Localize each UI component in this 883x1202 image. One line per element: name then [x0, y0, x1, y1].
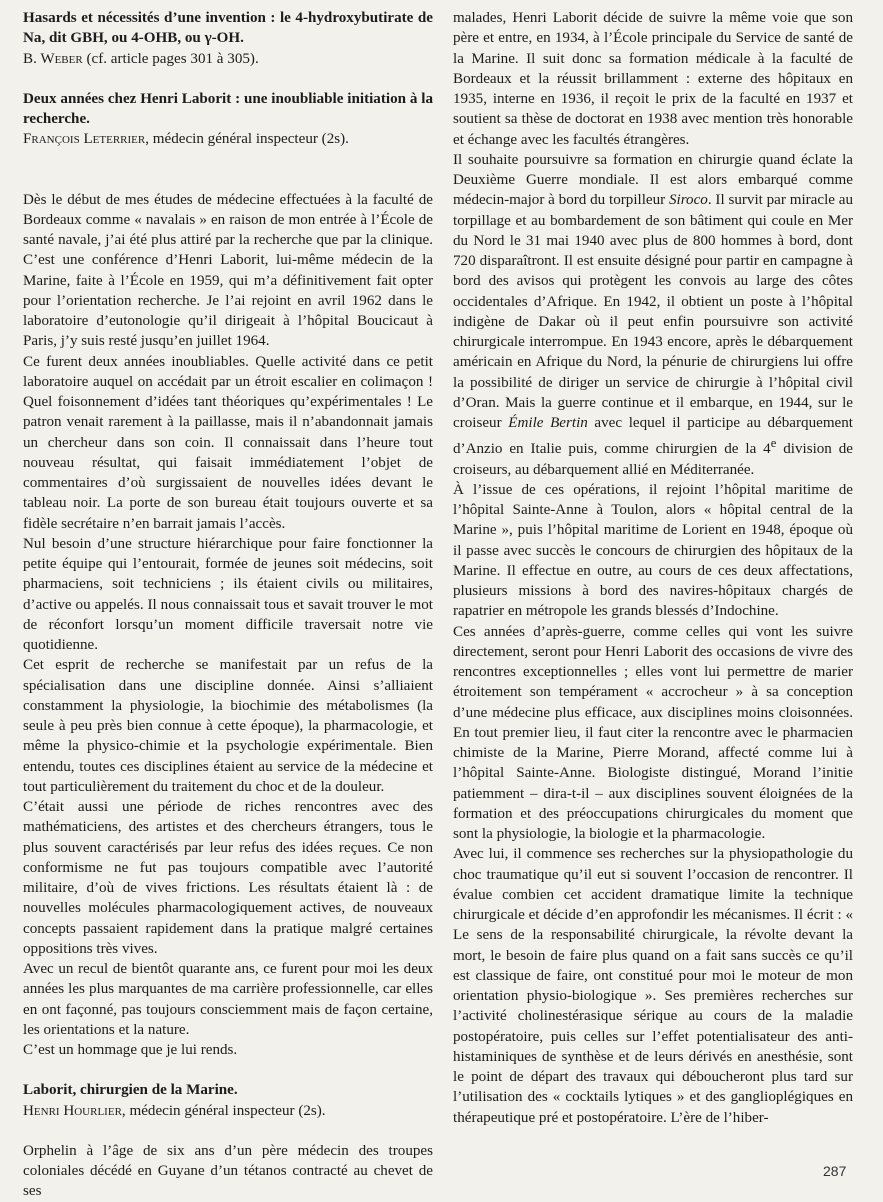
right-paragraph-2-part-d: division de croiseurs, au débarquement allié en Méditerranée. [453, 441, 854, 478]
spacer [23, 1060, 433, 1080]
article3-author [23, 1101, 433, 1121]
right-paragraph-2-part-a: Il souhaite poursuivre sa formation en chirurgie quand éclate la Deuxième Guerre mondiale. Il est alors embarqué comme médecin-major à bord du torpilleur [453, 151, 853, 209]
page-number: 287 [823, 1163, 847, 1179]
article2-paragraph-4: Cet esprit de recherche se manifestait par un refus de la spécialisation dans une discipline donnée. Ainsi s’alliaient constamment la physiologie, la biochimie des métabolismes (la seule à peu près bien connue à cette époque), la pharmacologie, et même la physico-chimie et la psychologie expérimentale. Bien entendu, toutes ces disciplines étaient au service de la médecine et tout particulièrement du traitement du choc et de la douleur. [23, 657, 433, 795]
ordinal-superscript: e [770, 436, 777, 451]
ship-name-emile-bertin: Émile Bertin [508, 415, 588, 431]
article2-paragraph-1: Dès le début de mes études de médecine effectuées à la faculté de Bordeaux comme « navalais » en raison de mon entrée à l’École de santé navale, j’ai été plus attiré par la recherche que par la clinique. C’est une conférence d’Henri Laborit, lui-même médecin de la Marine, faite à l’École en 1959, qui m’a définitivement fait opter pour l’orientation recherche. Je l’ai rejoint en avril 1962 dans le laboratoire d’eutonologie qu’il dirigeait à l’hôpital Boucicaut à Paris, j’y suis resté jusqu’en juillet 1964. [23, 191, 433, 350]
article3-paragraph-1: Orphelin à l’âge de six ans d’un père médecin des troupes coloniales décédé en Guyane d’un tétanos contracté au chevet de ses [23, 1142, 433, 1200]
article2-author-name: François Leterrier [23, 131, 146, 148]
right-paragraph-2 [453, 150, 853, 480]
article2-paragraph-6: Avec un recul de bientôt quarante ans, ce furent pour moi les deux années les plus marquantes de ma carrière professionnelle, car elles en ont façonné, pas toujours consciemment mais de façon certaine, les orientations et la nature. [23, 961, 433, 1038]
article2-paragraph-2: Ce furent deux années inoubliables. Quelle activité dans ce petit laboratoire auquel on accédait par un étroit escalier en colimaçon ! Quel foisonnement d’idées tant théoriques qu’expérimentales ! Le patron venait rarement à la paillasse, mais il n’abandonnait jamais un chercheur dans son coin. Il connaissait dans l’heure tout nouveau résultat, qui faisait immédiatement l’objet de commentaires d’où surgissaient de nouvelles idées devant le tableau noir. La porte de son bureau était toujours ouverte et sa fidèle secrétaire n’en barrait jamais l’accès. [23, 353, 433, 532]
spacer [23, 170, 433, 190]
article2-paragraph-3: Nul besoin d’une structure hiérarchique pour faire fonctionner la petite équipe qui l’entourait, formée de jeunes soit médecins, soit pharmaciens, soit techniciens ; ils étaient civils ou militaires, d’active ou appelés. Il nous connaissait tous et savait trouver le mot de réconfort lorsqu’un moment difficile traversait notre vie quotidienne. [23, 535, 433, 653]
article3-title: Laborit, chirurgien de la Marine. [23, 1082, 238, 1099]
right-paragraph-2-part-b: . Il survit par miracle au torpillage et au bombardement de son bâtiment qui coule en Mer du Nord le 31 mai 1940 avec plus de 800 hommes à bord, dont 720 disparaîtront. Il est ensuite désigné pour partir en campagne à bord des avisos qui protègent les convois au large des côtes occidentales d’Afrique. En 1942, il obtient un poste à l’hôpital indigène de Dakar où il peut enfin poursuivre son activité chirurgicale interrompue. En 1943 encore, après le débarquement américain en Afrique du Nord, la pénurie de chirurgiens lui offre la possibilité de diriger un service de chirurgie à l’hôpital civil d’Oran. Mais la guerre continue et il embarque, en 1944, sur le croiseur [453, 192, 854, 431]
right-paragraph-2-part-c: avec lequel il participe au débarquement d’Anzio en Italie puis, comme chirurgien de la 4 [453, 415, 853, 458]
right-column [453, 8, 853, 1128]
ship-name-siroco: Siroco [669, 192, 708, 209]
right-paragraph-3: À l’issue de ces opérations, il rejoint l’hôpital maritime de l’hôpital Sainte-Anne à Toulon, alors « hôpital central de la Marine », puis l’hôpital maritime de Lorient en 1948, époque où il passe avec succès le concours de chirurgien des hôpitaux de la Marine. Il effectue en outre, au cours de ces deux affectations, plusieurs missions à bord des navires-hôpitaux chargés de rapatrier en métropole les grands blessés d’Indochine. [453, 481, 853, 620]
article1-author [23, 49, 433, 69]
right-paragraph-1: malades, Henri Laborit décide de suivre la même voie que son père et entre, en 1934, à l’École principale du Service de santé de la Marine. Il suit donc sa formation médicale à la faculté de Bordeaux et la réussit brillamment : externe des hôpitaux en 1935, interne en 1936, il reçoit le prix de la faculté en 1937 et soutient sa thèse de doctorat en 1938 avec mention très honorable et échange avec les facultés étrangères. [453, 10, 853, 148]
article3-author-note: , médecin général inspecteur (2s). [121, 1102, 326, 1119]
article2-paragraph-7: C’est un hommage que je lui rends. [23, 1042, 238, 1058]
right-paragraph-4: Ces années d’après-guerre, comme celles qui vont les suivre directement, seront pour Henri Laborit des occasions de vivre des rencontres exceptionnelles ; elles vont lui permettre de marier étroitement son tempérament « accrocheur » à sa conception d’une médecine plus efficace, aux disciplines moins cloisonnées. En tout premier lieu, il faut citer la rencontre avec le pharmacien chimiste de la Marine, Pierre Morand, affecté comme lui à l’hôpital Sainte-Anne. Biologiste distingué, Morand l’initie patiemment – dira-t-il – aux disciplines souvent éloignées de la formation et des préoccupations chirurgicales du moment que sont la physiologie, la biologie et la pharmacologie. [453, 623, 853, 843]
left-column [23, 8, 433, 1202]
article2-paragraph-5: C’était aussi une période de riches rencontres avec des mathématiciens, des artistes et des chercheurs étrangers, tous le plus souvent caractérisés par leur refus des idées reçues. Ce non conformisme ne fut pas toujours compatible avec l’autorité militaire, d’où de vives frictions. Les résultats étaient là : de nouvelles molécules pharmacologiquement actives, de nouveaux concepts passaient rapidement dans la pratique malgré certaines oppositions très vives. [23, 799, 433, 957]
article1-author-note: (cf. article pages 301 à 305). [82, 50, 259, 67]
article2-title: Deux années chez Henri Laborit : une inoubliable initiation à la recherche. [23, 90, 433, 127]
article2-author-note: , médecin général inspecteur (2s). [145, 131, 349, 148]
article2-author [23, 129, 433, 149]
right-paragraph-5: Avec lui, il commence ses recherches sur la physiopathologie du choc traumatique qu’il eut si souvent l’occasion de rencontrer. Il évalue combien cet accident dramatique limite la technique chirurgicale et décide d’en approfondir les mécanismes. Il écrit : « Le sens de la responsabilité chirurgicale, la révolte devant la mort, le besoin de faire plus quand on a fait sans succès ce qu’il est classique de faire, ont constitué pour moi le moteur de mon orientation physio-biologique ». Ses premières recherches sur l’activité cholinestérasique sérique au cours de la maladie postopératoire, puis celles sur l’effet potentialisateur des anti-histaminiques de synthèse et de leurs dérivés en anesthésie, sont le point de départ des travaux qui déboucheront plus tard sur l’utilisation des « cocktails lytiques » et des ganglioplégiques en thérapeutique pré et postopératoire. L’ère de l’hiber- [453, 846, 853, 1126]
article3-author-name: Henri Hourlier [23, 1102, 122, 1119]
article1-title: Hasards et nécessités d’une invention : le 4-hydroxybutirate de Na, dit GBH, ou 4-OHB, ou γ-OH. [23, 10, 433, 47]
article1-author-name: B. Weber [23, 50, 83, 67]
